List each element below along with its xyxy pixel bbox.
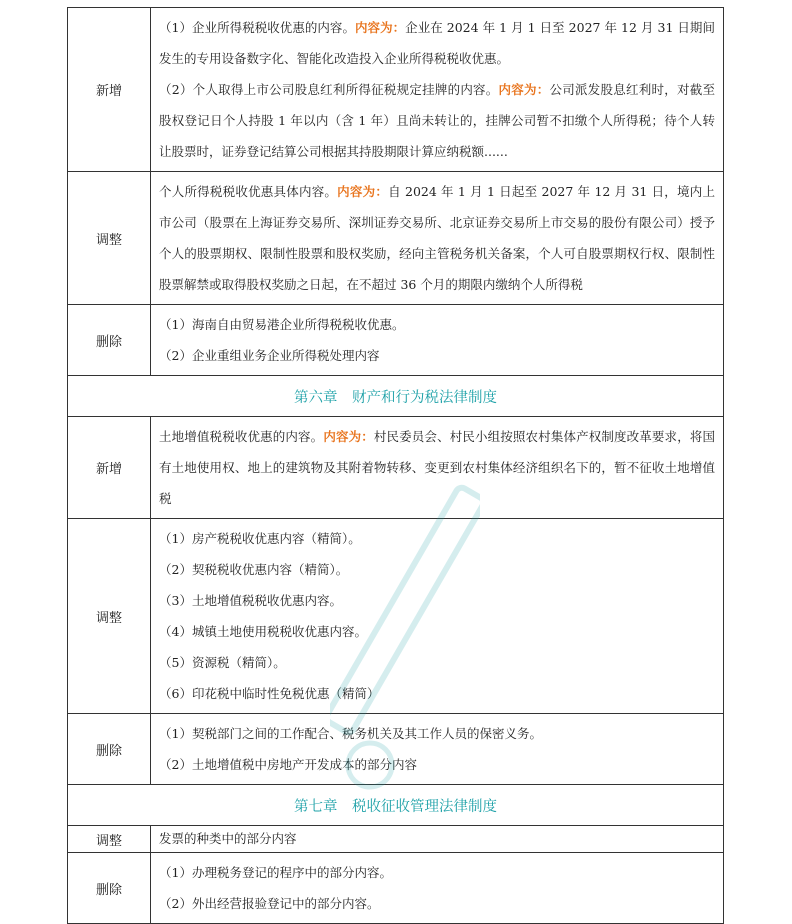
row-label: 删除 <box>68 714 151 785</box>
paragraph: 个人所得税税收优惠具体内容。内容为：自 2024 年 1 月 1 日起至 2027 年 12 月 31 日，境内上市公司（股票在上海证券交易所、深圳证券交易所、北京证券交易所上市交易的股份有限公司）授予个人的股票期权、限制性股票和股权奖励，经向主管税务机关备案，个人可自股票期权行权、限制性股票解禁或取得股权奖励之日起，在不超过 36 个月的期限内缴纳个人所得税 <box>159 184 715 292</box>
highlight-label: 内容为： <box>498 82 550 97</box>
row-content <box>151 853 724 924</box>
paragraph: （2）外出经营报验登记中的部分内容。 <box>159 896 380 911</box>
row-content <box>151 172 724 305</box>
changes-table <box>67 7 724 924</box>
paragraph: （1）海南自由贸易港企业所得税税收优惠。 <box>159 317 405 332</box>
table-row <box>68 172 724 305</box>
table-row <box>68 714 724 785</box>
paragraph: （6）印花税中临时性免税优惠（精简） <box>159 686 380 701</box>
paragraph: （5）资源税（精简）。 <box>159 655 286 670</box>
row-content <box>151 417 724 519</box>
chapter-title: 第六章 财产和行为税法律制度 <box>68 376 724 417</box>
paragraph: （2）契税税收优惠内容（精简）。 <box>159 562 349 577</box>
table-row <box>68 826 724 853</box>
paragraph: （1）办理税务登记的程序中的部分内容。 <box>159 865 392 880</box>
highlight-label: 内容为： <box>337 184 389 199</box>
row-content <box>151 714 724 785</box>
row-label: 调整 <box>68 172 151 305</box>
paragraph: （2）土地增值税中房地产开发成本的部分内容 <box>159 757 417 772</box>
paragraph: （2）企业重组业务企业所得税处理内容 <box>159 348 380 363</box>
highlight-label: 内容为： <box>323 429 374 444</box>
highlight-label: 内容为： <box>355 20 406 35</box>
row-content <box>151 826 724 853</box>
row-label: 调整 <box>68 826 151 853</box>
chapter-header-row <box>68 376 724 417</box>
row-label: 删除 <box>68 305 151 376</box>
row-content <box>151 519 724 714</box>
table-row <box>68 519 724 714</box>
row-content <box>151 8 724 172</box>
row-label: 新增 <box>68 8 151 172</box>
paragraph: （1）房产税税收优惠内容（精简）。 <box>159 531 361 546</box>
table-row <box>68 8 724 172</box>
chapter-header-row <box>68 785 724 826</box>
paragraph: （3）土地增值税税收优惠内容。 <box>159 593 342 608</box>
row-content <box>151 305 724 376</box>
chapter-title: 第七章 税收征收管理法律制度 <box>68 785 724 826</box>
paragraph: 发票的种类中的部分内容 <box>159 831 297 846</box>
paragraph: （4）城镇土地使用税税收优惠内容。 <box>159 624 367 639</box>
row-label: 删除 <box>68 853 151 924</box>
table-row <box>68 305 724 376</box>
paragraph: （2）个人取得上市公司股息红利所得征税规定挂牌的内容。内容为：公司派发股息红利时，对截至股权登记日个人持股 1 年以内（含 1 年）且尚未转让的，挂牌公司暂不扣缴个人所得税；待个人转让股票时，证券登记结算公司根据其持股期限计算应纳税额...... <box>159 82 715 159</box>
paragraph: （1）企业所得税税收优惠的内容。内容为：企业在 2024 年 1 月 1 日至 2027 年 12 月 31 日期间发生的专用设备数字化、智能化改造投入企业所得税税收优惠。 <box>159 20 715 66</box>
row-label: 新增 <box>68 417 151 519</box>
table-row <box>68 853 724 924</box>
paragraph: 土地增值税税收优惠的内容。内容为：村民委员会、村民小组按照农村集体产权制度改革要求，将国有土地使用权、地上的建筑物及其附着物转移、变更到农村集体经济组织名下的，暂不征收土地增值税 <box>159 429 715 506</box>
paragraph: （1）契税部门之间的工作配合、税务机关及其工作人员的保密义务。 <box>159 726 542 741</box>
table-row <box>68 417 724 519</box>
row-label: 调整 <box>68 519 151 714</box>
